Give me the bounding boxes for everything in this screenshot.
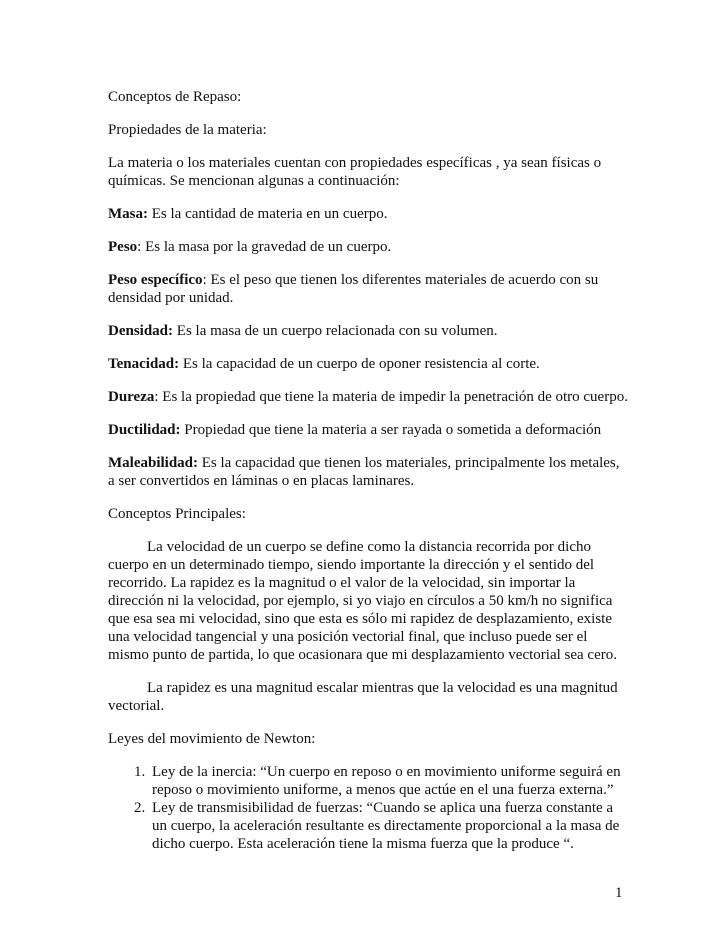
definition-term: Maleabilidad: [108, 455, 199, 471]
definition-text: Es la cantidad de materia en un cuerpo. [148, 206, 388, 222]
definition-term: Peso específico [108, 272, 203, 288]
definition-text: Es la capacidad de un cuerpo de oponer resistencia al corte. [179, 356, 540, 372]
document-body [108, 88, 628, 853]
definition-text: : Es la propiedad que tiene la materia de impedir la penetración de otro cuerpo. [154, 389, 628, 405]
definition-text: : Es el peso que tienen los diferentes materiales de acuerdo con su densidad por unidad. [108, 272, 599, 306]
definition-tenacidad [108, 355, 628, 373]
definition-term: Dureza [108, 389, 155, 405]
scalar-paragraph: La rapidez es una magnitud escalar mientras que la velocidad es una magnitud vectorial. [108, 680, 618, 714]
list-item: 2. Ley de transmisibilidad de fuerzas: “Cuando se aplica una fuerza constante a un cuerpo, la aceleración resultante es directamente proporcional a la masa de dicho cuerpo. Esta aceleración tiene la misma fuerza que la produce “. [149, 799, 628, 853]
definition-ductilidad [108, 421, 628, 439]
definition-text: Es la capacidad que tienen los materiales, principalmente los metales, a ser convertidos en láminas o en placas laminares. [108, 455, 620, 489]
definition-term: Densidad: [108, 323, 174, 339]
definition-dureza [108, 388, 628, 406]
intro-paragraph: La materia o los materiales cuentan con propiedades específicas , ya sean físicas o químicas. Se mencionan algunas a continuación: [108, 155, 602, 189]
newton-laws-list [108, 763, 628, 853]
definition-maleabilidad [108, 454, 628, 490]
definition-term: Peso [108, 239, 138, 255]
definition-text: Propiedad que tiene la materia a ser rayada o sometida a deformación [180, 422, 602, 438]
definition-term: Tenacidad: [108, 356, 180, 372]
definition-peso-especifico [108, 271, 628, 307]
section-subtitle: Propiedades de la materia: [108, 122, 267, 138]
velocity-paragraph: La velocidad de un cuerpo se define como la distancia recorrida por dicho cuerpo en un determinado tiempo, siendo importante la dirección y el sentido del recorrido. La rapidez es la magnitud o el valor de la velocidad, sin importar la dirección ni la velocidad, por ejemplo, si yo viajo en círculos a 50 km/h no significa que esa sea mi velocidad, sino que esta es sólo mi rapidez de desplazamiento, existe una velocidad tangencial y una posición vectorial final, que incluso puede ser el mismo punto de partida, lo que ocasionara que mi desplazamiento vectorial sea cero. [108, 539, 617, 663]
list-item: 1. Ley de la inercia: “Un cuerpo en reposo o en movimiento uniforme seguirá en reposo o movimiento uniforme, a menos que actúe en el una fuerza externa.” [149, 763, 628, 799]
definition-term: Ductilidad: [108, 422, 181, 438]
newton-heading: Leyes del movimiento de Newton: [108, 731, 316, 747]
definition-text: Es la masa de un cuerpo relacionada con su volumen. [173, 323, 498, 339]
definition-term: Masa: [108, 206, 148, 222]
principal-heading: Conceptos Principales: [108, 506, 246, 522]
definition-text: : Es la masa por la gravedad de un cuerpo. [137, 239, 392, 255]
page-title: Conceptos de Repaso: [108, 89, 242, 105]
definition-masa [108, 205, 628, 223]
definition-peso [108, 238, 628, 256]
definition-densidad [108, 322, 628, 340]
page-number: 1 [615, 885, 623, 901]
